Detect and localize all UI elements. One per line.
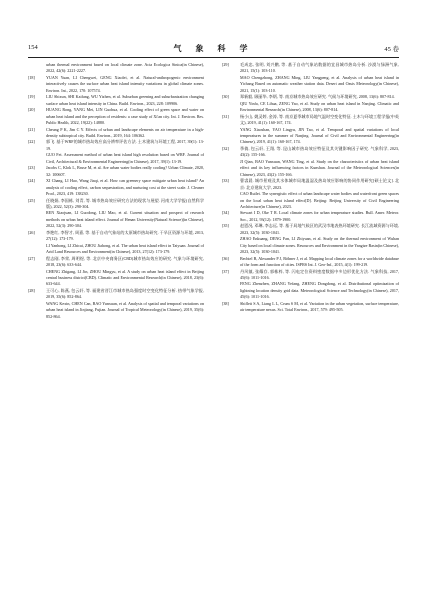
volume-label: 45 卷 — [384, 46, 399, 53]
reference-text: HUANG Rong, YANG Mei, LIN Guohua, et al. Cooling effect of green space and water on urban heat island and the perception of residents: a case study of Xi'an city. Int. J. Environ. Res. Public Health, 2022, 19(22): 14880. — [46, 107, 204, 126]
reference-text: 王可心, 陈燕, 包云轩, 等. 福建省晋江市城市热岛强度时空变化特征分析. 热带气象学报, 2019, 35(6): 852-864. — [46, 287, 204, 300]
reference-text: JI Qian, BAO Yunxuan, WANG Ting, et al. Study on the characteristics of urban heat island effect and its key influencing factors in Kunshan. Journal of the Meteorological Sciences(in Chinese), 2023, 43(2): 155-166. — [240, 158, 399, 177]
reference-entry — [28, 178, 204, 197]
reference-entry — [28, 62, 204, 75]
reference-number: [22] — [28, 139, 35, 145]
reference-text: YUAN Yuan, LI Chengwei, GENG Xiaolei, et al. Natural-anthropogenic environment interactively causes the surface urban heat island intensity variations in global climate zones. Environ. Int., 2022, 170: 107574. — [46, 74, 204, 93]
reference-number: [37] — [222, 268, 229, 274]
reference-text: Cheung P K, Jim C Y. Effects of urban and landscape elements on air temperature in a high-density subtropical city. Build. Environ., 2019, 164: 106362. — [46, 126, 204, 138]
reference-entry — [222, 269, 399, 282]
reference-entry — [222, 178, 399, 191]
journal-title: 气 象 科 学 — [173, 44, 254, 53]
reference-number: [25] — [28, 197, 35, 203]
reference-text: 郑新毅, 顾丽华, 李炳, 等. 南京城市热岛效应研究. 气候与环境研究, 2008, 13(6): 807-814. — [240, 94, 395, 100]
reference-entry — [28, 152, 204, 165]
reference-entry — [28, 210, 204, 229]
reference-text: REN Xiaojuan, LI Guodong, LIU Mao, et al. Current situation and prospect of research methods on urban heat island effect. Journal of Henan University(Natural Science)(in Chinese), 2022, 52(3): 290-304. — [46, 210, 204, 229]
reference-text: 李艳红, 李智才, 周嘉, 等. 基于自动气象站的太原城市热岛研究. 干旱区资源与环境, 2013, 27(12): 173-179. — [46, 229, 204, 242]
reference-text: WANG Kexin, CHEN Can, BAO Yunxuan, et al. Analysis of spatial and temporal variations on urban heat island in Jinjiang, Fujian. Journal of Tropical Meteorology(in Chinese), 2019, 35(6): 852-864. — [46, 300, 204, 319]
reference-number: [30] — [222, 94, 229, 100]
reference-text: CHENG Zhigang, LI Jin, ZHOU Mingyu, et al. A study on urban heat island effect in Beijing central business district(CBD). Climatic and Environmental Research(in Chinese), 2018, 23(6): 633-644. — [46, 268, 204, 287]
page-header — [28, 44, 399, 56]
reference-number: [24] — [28, 178, 35, 184]
references-right-column — [222, 62, 399, 314]
reference-entry — [28, 198, 204, 211]
reference-entry — [222, 75, 399, 94]
reference-entry — [28, 230, 204, 243]
reference-number: [29] — [222, 62, 229, 67]
reference-entry — [222, 256, 399, 269]
reference-entry — [222, 62, 399, 75]
reference-text: Jacobs C, Klok L, Bruse M, et al. Are urban water bodies really cooling? Urban Climate, 2020, 32: 100607. — [46, 165, 204, 177]
reference-text: 季倩, 包云轩, 王翔, 等. 昆山城市热岛效应特征及其关键影响因子研究. 气象科学, 2023, 43(2): 155-166. — [240, 145, 399, 158]
reference-number: [21] — [28, 126, 35, 132]
reference-text: LI Yanhong, LI Zhicai, ZHOU Jiahong, et al. The urban heat island effect in Taiyuan. Journal of Arid Land Resources and Environment(in Chinese), 2013, 27(12): 173-179. — [46, 242, 204, 255]
reference-text: Stewart I D, Oke T R. Local climate zones for urban temperature studies. Bull. Amer. Meteor. Soc., 2012, 93(12): 1879-1900. — [240, 210, 399, 222]
reference-number: [32] — [222, 145, 229, 151]
reference-entry — [222, 159, 399, 178]
header-rule — [28, 57, 399, 58]
reference-text: 郭飞. 基于WRF的城市热岛效应高分辨率评估方法. 土木建筑与环境工程, 2017, 39(1): 13-19. — [46, 139, 204, 151]
reference-text: 曹睿晨. 城市景观及其水体城市局地温湿及热岛效应影响的协同作用研究[硕士论文]. 北京: 北京建筑大学, 2023. — [240, 178, 399, 190]
reference-entry — [28, 94, 204, 107]
reference-entry — [28, 243, 204, 256]
reference-entry — [28, 127, 204, 140]
reference-entry — [28, 301, 204, 320]
reference-text: CAO Ruilei. The synergistic effect of urban landscape water bodies and waterfront green spaces on the local urban heat island effect[D]. Beijing: Beijing University of Civil Engineering Architecture(in Chinese), 2023. — [240, 191, 399, 209]
reference-entry — [222, 146, 399, 159]
reference-entry — [222, 281, 399, 300]
reference-text: urban thermal environment based on local climate zone. Acta Ecologica Sinica(in Chinese), 2022, 42(6): 2221-2227. — [46, 62, 204, 74]
reference-text: LIU Shixun, SHI Kaifang, WU Yizhen, et al. Suburban greening and suburbanization changing surface urban heat island intensity in China. Build. Environ., 2023, 228: 109906. — [46, 94, 204, 106]
reference-entry — [222, 223, 399, 236]
reference-text: FENG Zhenzhen, ZHANG Yefang, ZHENG Dongdong, et al. Distributional optimization of lightning location density grid data. Meteorological Science and Technology(in Chinese), 2017, 45(6): 1011-1016. — [240, 281, 399, 300]
reference-entry — [222, 301, 399, 314]
reference-entry — [222, 191, 399, 210]
reference-text: 杨小山, 姚灵婷, 金涛, 等. 南京夏季城市局地气温时空变化特征. 土木与环境工程学报(中英文), 2019, 41(1): 160-167, 174. — [240, 113, 399, 126]
reference-entry — [28, 269, 204, 288]
reference-text: GUO Fei. Assessment method of urban heat island high resolution based on WRF. Journal of Civil, Architectural & Environmental Engineering(in Chinese), 2017, 39(1): 13-19. — [46, 152, 204, 164]
reference-text: 任晓娟, 李国栋, 刘青, 等. 城市热岛效应研究方法的现状与展望. 河南大学学报(自然科学版), 2022, 52(3): 290-304. — [46, 197, 204, 209]
reference-text: MAO Chengzhong, ZHANG Ming, LIU Yangpeng, et al. Analysis of urban heat island in Yichang Based on automatic weather station data. Desert and Oasis Meteorology(in Chinese), 2021, 15(1): 103-110. — [240, 74, 399, 93]
references-left-column — [28, 62, 204, 320]
reference-number: [18] — [28, 74, 35, 80]
reference-number: [34] — [222, 210, 229, 216]
reference-text: XI Chang, LI Hao, Wang Jiaqi, et al. How can greenery space mitigate urban heat island? An analysis of cooling effect, carbon sequestration, and nurturing cost at the street scale. J. Cleaner Prod., 2023, 419: 138230. — [46, 178, 204, 197]
reference-text: YANG Xiaoshan, YAO Lingyu, JIN Tao, et al. Temporal and spatial variations of local temperatures in the summer of Nanjing. Journal of Civil and Environmental Engineering(in Chinese), 2019, 41(1): 160-167, 174. — [240, 126, 399, 145]
reference-text: 丹风镇, 张耀存, 郭栋梓, 等. 闪电定位资料密度数据中多边形优化方法. 气象科技, 2017, 45(6): 1011-1016. — [240, 268, 399, 280]
reference-number: [35] — [222, 223, 229, 229]
reference-text: 赵恩况, 邓琳, 李志远, 等. 基于局地气候区的武汉市地表热环境研究. 长江流域资源与环境, 2023, 32(5): 1030-1041. — [240, 223, 399, 235]
reference-number: [31] — [222, 113, 229, 119]
reference-number: [19] — [28, 94, 35, 100]
reference-entry — [28, 139, 204, 152]
reference-entry — [28, 75, 204, 94]
reference-entry — [222, 210, 399, 223]
reference-entry — [222, 114, 399, 127]
reference-text: QIU Yinfa, CE Lihua, ZENG Yao, et al. Study on urban heat island in Nanjing. Climatic and Environmental Research(in Chinese), 2008, 13(6): 807-814. — [240, 100, 399, 113]
reference-number: [36] — [222, 255, 229, 261]
reference-entry — [28, 107, 204, 126]
reference-text: Bechtel B, Alexander P J, Böhner J, et al. Mapping local climate zones for a worldwide database of the form and function of cities. ISPRS Int. J. Geo-Inf., 2015, 4(1): 199-219. — [240, 255, 399, 268]
reference-number: [27] — [28, 255, 35, 261]
reference-text: 毛成忠, 张明, 刘兴鹏, 等. 基于自动气象站数据的宜昌城市热岛分析. 沙漠与绿洲气象, 2021, 15(1): 103-110. — [240, 62, 399, 74]
reference-number: [23] — [28, 165, 35, 171]
reference-number: [26] — [28, 229, 35, 235]
reference-number: [20] — [28, 107, 35, 113]
reference-entry — [222, 101, 399, 114]
page-number: 154 — [28, 44, 38, 51]
reference-number: [38] — [222, 300, 229, 306]
reference-text: 程志刚, 李荣, 周明煜, 等. 北京中央商务区(CBD)城市热岛效应的研究. 气象与环境研究, 2018, 23(6): 633-644. — [46, 255, 204, 268]
reference-number: [33] — [222, 178, 229, 184]
reference-entry — [222, 127, 399, 146]
reference-number: [28] — [28, 287, 35, 293]
reference-text: ZHAO Enkuang, DENG Fan, LI Zhiyuan, et al. Study on the thermal environment of Wuhan City based on local climate zones. Resources and Environment in the Yangtze Basin(in Chinese), 2023, 32(5): 1030-1041. — [240, 236, 399, 255]
reference-text: Shiflett S A, Liang L L, Crum S M, et al. Variation in the urban vegetation, surface temperature, air temperature nexus. Sci. Total Environ., 2017, 579: 495-505. — [240, 300, 399, 313]
reference-entry — [28, 165, 204, 178]
reference-entry — [28, 256, 204, 269]
reference-entry — [222, 236, 399, 255]
reference-entry — [28, 288, 204, 301]
